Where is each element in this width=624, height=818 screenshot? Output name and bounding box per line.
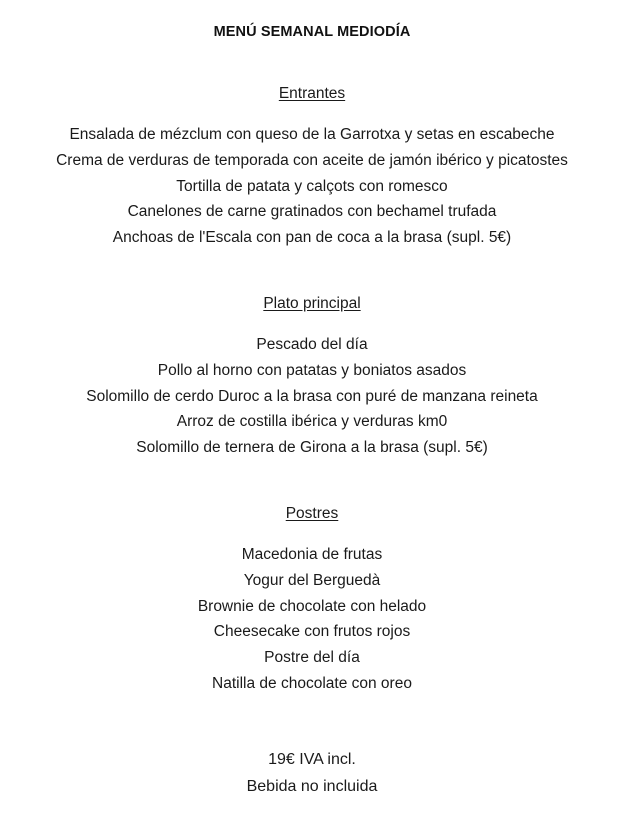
drinks-note: Bebida no incluida — [246, 777, 378, 795]
menu-item: Macedonia de frutas — [241, 546, 383, 563]
section-heading-entrantes: Entrantes — [278, 85, 346, 102]
menu-item: Ensalada de mézclum con queso de la Garrotxa y setas en escabeche — [69, 126, 555, 143]
menu-item: Cheesecake con frutos rojos — [213, 623, 411, 641]
menu-item: Crema de verduras de temporada con aceite de jamón ibérico y picatostes — [56, 151, 568, 169]
section-plato-principal — [0, 293, 624, 461]
menu-item: Pollo al horno con patatas y boniatos asados — [157, 361, 467, 379]
menu-item: Solomillo de ternera de Girona a la brasa (supl. 5€) — [136, 439, 488, 457]
menu-item: Arroz de costilla ibérica y verduras km0 — [176, 413, 448, 431]
section-heading-postres: Postres — [285, 505, 339, 522]
entrantes-list — [0, 122, 624, 251]
menu-item: Solomillo de cerdo Duroc a la brasa con puré de manzana reineta — [86, 387, 538, 405]
menu-item: Tortilla de patata y calçots con romesco — [176, 177, 448, 195]
menu-item: Anchoas de l'Escala con pan de coca a la brasa (supl. 5€) — [112, 229, 512, 247]
menu-footer — [0, 747, 624, 800]
section-heading-plato-principal: Plato principal — [263, 295, 361, 312]
menu-title: MENÚ SEMANAL MEDIODÍA — [213, 24, 411, 40]
menu-item: Canelones de carne gratinados con bechamel trufada — [127, 203, 497, 221]
section-entrantes — [0, 83, 624, 251]
section-postres — [0, 503, 624, 697]
menu-item: Yogur del Berguedà — [243, 571, 381, 589]
menu-item: Natilla de chocolate con oreo — [212, 674, 412, 692]
menu-item: Pescado del día — [256, 336, 368, 353]
price-text: 19€ IVA incl. — [268, 751, 356, 768]
plato-principal-list — [0, 332, 624, 461]
menu-item: Brownie de chocolate con helado — [197, 597, 427, 615]
menu-item: Postre del día — [264, 649, 360, 667]
postres-list — [0, 542, 624, 697]
